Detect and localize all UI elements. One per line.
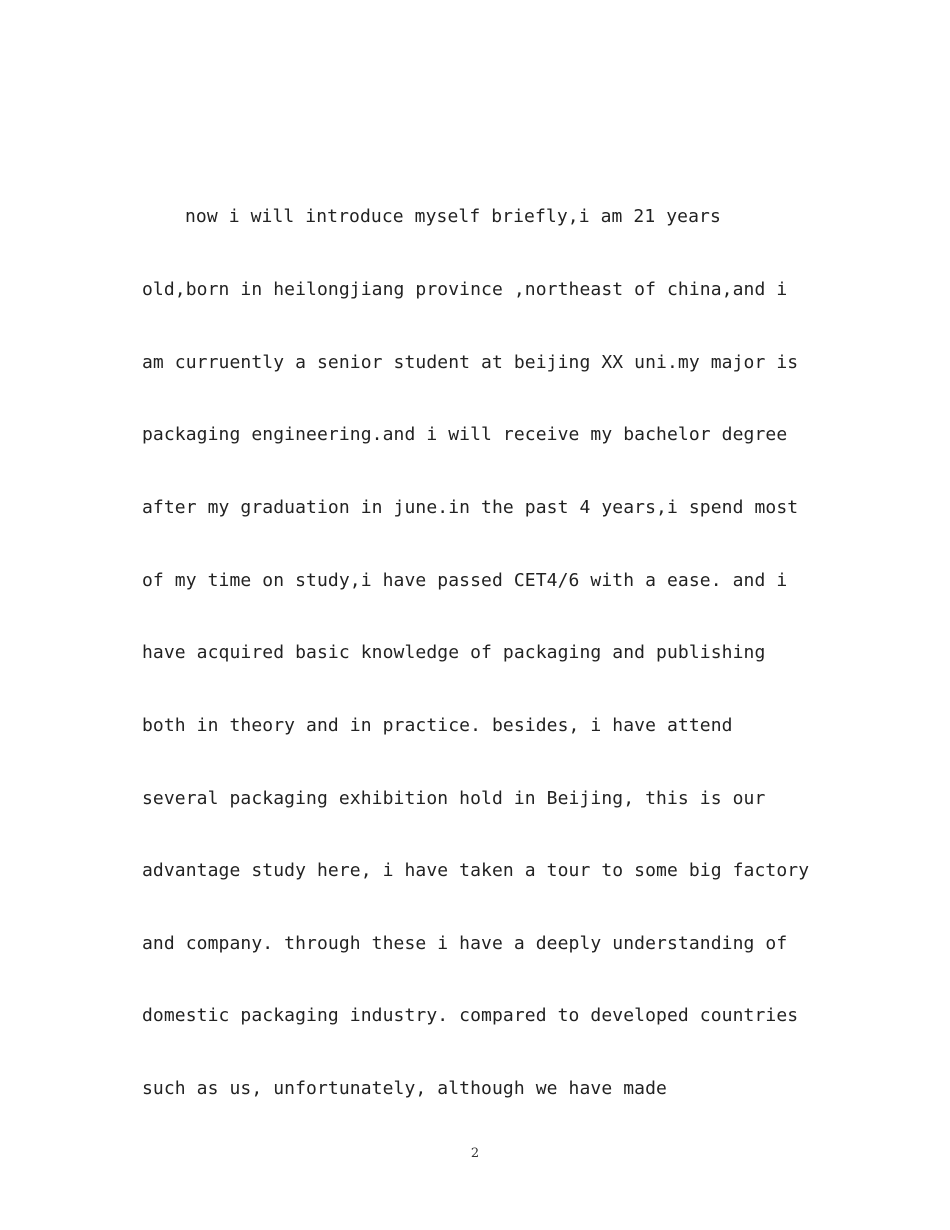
text-line: several packaging exhibition hold in Beijing, this is our [142, 788, 766, 809]
text-line: such as us, unfortunately, although we have made [142, 1078, 667, 1099]
text-line: of my time on study,i have passed CET4/6 with a ease. and i [142, 570, 788, 591]
text-line: advantage study here, i have taken a tour to some big factory [142, 860, 810, 881]
text-line: old,born in heilongjiang province ,northeast of china,and i [142, 279, 788, 300]
text-line: am curruently a senior student at beijing XX uni.my major is [142, 352, 799, 373]
text-line: have acquired basic knowledge of packaging and publishing [142, 642, 766, 663]
text-line: and company. through these i have a deeply understanding of [142, 933, 788, 954]
text-line: both in theory and in practice. besides, i have attend [142, 715, 733, 736]
page-number: 2 [470, 1146, 480, 1161]
text-line: after my graduation in june.in the past 4 years,i spend most [142, 497, 799, 518]
text-line: domestic packaging industry. compared to developed countries [142, 1005, 799, 1026]
text-line: now i will introduce myself briefly,i am 21 years [185, 206, 721, 227]
text-line: packaging engineering.and i will receive my bachelor degree [142, 424, 788, 445]
